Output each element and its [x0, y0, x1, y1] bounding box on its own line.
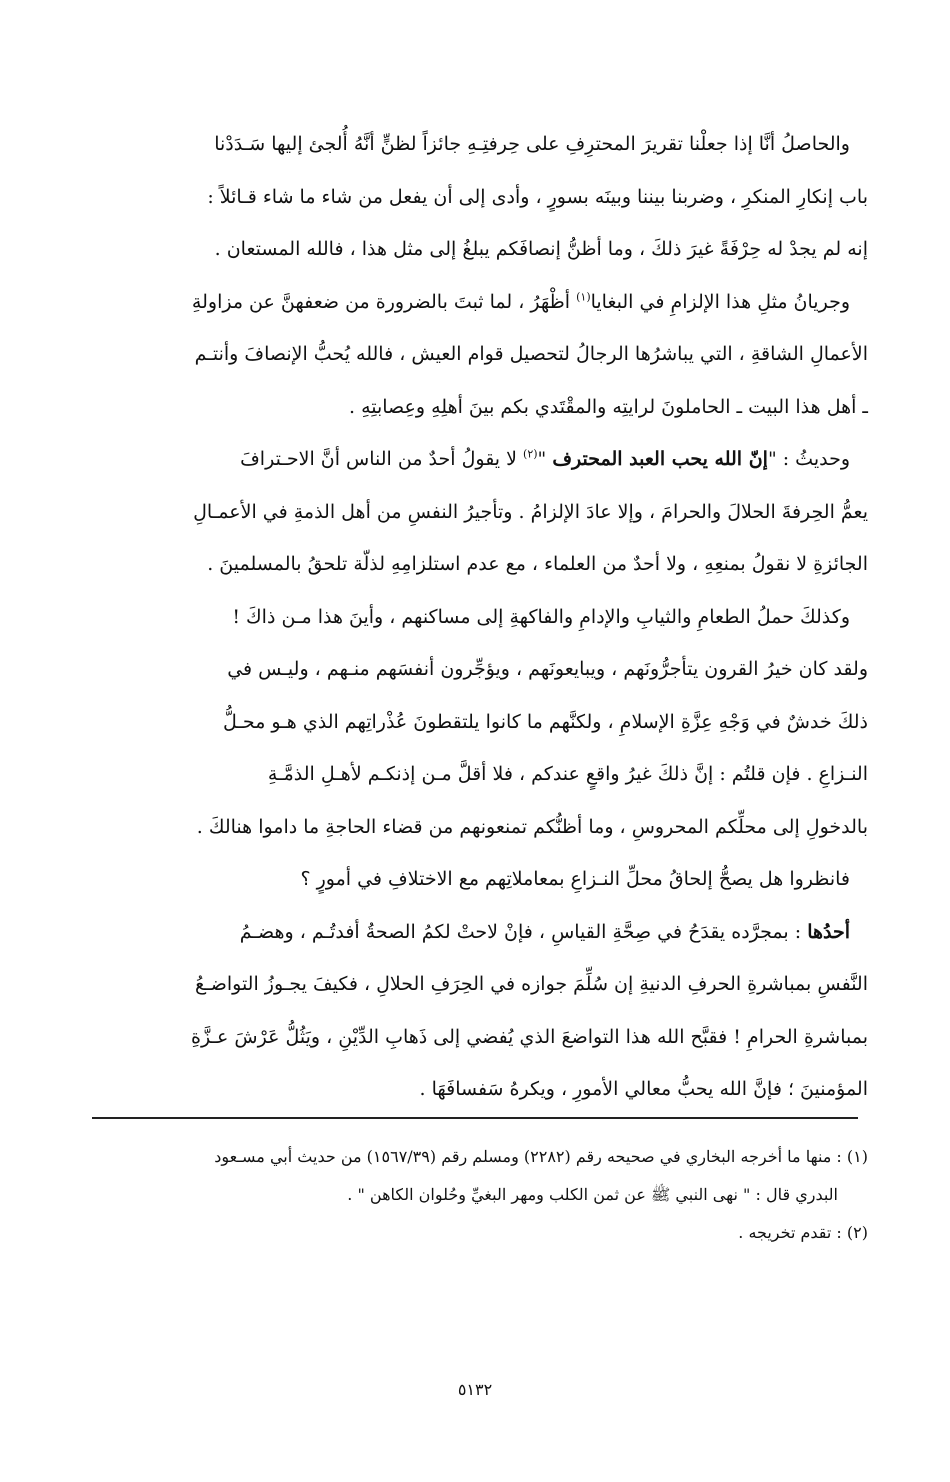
text-line: باب إنكارِ المنكرِ ، وضربنا بيننا وبينَه بسورٍ ، وأدى إلى أن يفعل من شاء ما شاء قـائلاً : [207, 185, 868, 208]
hadith-quote: إنّ الله يحب العبد المحترف [552, 448, 768, 470]
text-line: وجريانُ مثلِ هذا الإلزامِ في البغايا$^{(١)}$ أظْهَرُ ، لما ثبتَ بالضرورة من ضعفهنَّ عن مزاولةِ [191, 290, 850, 313]
text-line: إنه لم يجدْ له حِرْفَةً غيرَ ذلكَ ، وما أظنُّ إنصافَكم يبلغُ إلى مثل هذا ، فالله المستعان . [214, 238, 868, 260]
text-line: بمباشرةِ الحرامِ ! فقبَّح الله هذا التواضعَ الذي يُفضي إلى ذَهابِ الدِّيْنِ ، ويَثُلُّ عَرْشَ عـزَّةِ [191, 1025, 868, 1048]
text-line: والحاصلُ أنَّا إذا جعلْنا تقريرَ المحترِفِ على حِرفتِـهِ جائزاً لظنٍّ أنَّهُ أُلجئ إليها سَـدَدْنا [214, 133, 850, 155]
footnote-ref-1[interactable]: (١) [576, 290, 591, 304]
page-number: ٥١٣٢ [457, 1380, 493, 1399]
text-line: ـ أهل هذا البيت ـ الحاملونَ لرايتِه والمقْتَدي بكم بينَ أهلِهِ وعِصابتِهِ . [348, 395, 868, 418]
footnote-1: (١) : منها ما أخرجه البخاري في صحيحه رقم (٢٢٨٢) ومسلم رقم (١٥٦٧/٣٩) من حديث أبي مسـعود [214, 1147, 868, 1166]
text-line: ولقد كان خيرُ القرون يتأجرُّونَهم ، ويبايعونَهم ، ويؤجِّرون أنفسَهم منـهم ، وليـس في [227, 658, 868, 680]
footnote-separator [92, 1117, 858, 1119]
text-line: بالدخولِ إلى محلِّكم المحروسِ ، وما أظنُّكم تمنعونهم من قضاء الحاجةِ ما داموا هنالكَ . [196, 815, 868, 838]
point-heading: أحدُها [807, 920, 850, 943]
text-line: وكذلكَ حملُ الطعامِ والثيابِ والإدامِ والفاكهةِ إلى مساكنهم ، وأينَ هذا مـن ذاكَ ! [232, 605, 850, 628]
footnote-ref-2[interactable]: (٢) [523, 447, 538, 461]
text-line: أحدُها : بمجرَّده يقدَحُ في صِحَّةِ القياسِ ، فإنْ لاحتْ لكمُ الصحةُ أفدتُـم ، وهضـمُ [239, 920, 850, 943]
text-line: النَّفسِ بمباشرةِ الحرفِ الدنيةِ إن سُلِّمَ جوازه في الحِرَفِ الحلالِ ، فكيفَ يجـوزُ التواضـعُ [195, 973, 868, 995]
footnote-2: (٢) : تقدم تخريجه . [738, 1223, 868, 1242]
text-line: المؤمنينَ ؛ فإنَّ الله يحبُّ معالي الأمورِ ، ويكرهُ سَفسافَهَا . [419, 1078, 868, 1100]
text-line: الجائزةِ لا نقولُ بمنعِهِ ، ولا أحدٌ من العلماء ، مع عدم استلزامِهِ لذلّة تلحقُ بالمسلمينَ . [207, 553, 868, 575]
text-line: يعمُّ الحِرفةَ الحلالَ والحرامَ ، وإلا عادَ الإلزامُ . وتأجيرُ النفسِ من أهل الذمةِ في الأعمـالِ [193, 500, 868, 523]
text-line: الأعمالِ الشاقةِ ، التي يباشرُها الرجالُ لتحصيل قوام العيش ، فالله يُحبُّ الإنصافَ وأنتـم [194, 343, 868, 365]
text-line: وحديثُ : "إنّ الله يحب العبد المحترف "$^{(٢)}$ لا يقولُ أحدٌ من الناس أنَّ الاحـترافَ [240, 447, 850, 470]
footnote-1-continuation: البدري قال : " نهى النبي ﷺ عن ثمن الكلب ومهر البغيِّ وحُلوان الكاهن " . [347, 1185, 838, 1204]
text-line: فانظروا هل يصحُّ إلحاقُ محلِّ النـزاعِ بمعاملاتِهم مع الاختلافِ في أمورٍ ؟ [300, 868, 850, 890]
text-line: ذلكَ خدشٌ في وَجْهِ عِزَّةِ الإسلامِ ، ولكنَّهم ما كانوا يلتقطونَ عُذْراتِهم الذي هـو محـلُّ [222, 710, 868, 733]
footnotes [80, 1138, 868, 1252]
main-text [78, 118, 868, 1116]
text-line: النـزاعِ . فإن قلتُم : إنَّ ذلكَ غيرُ واقعٍ عندكم ، فلا أقلَّ مـن إذنكـم لأهـلِ الذمَّـةِ [267, 763, 868, 785]
